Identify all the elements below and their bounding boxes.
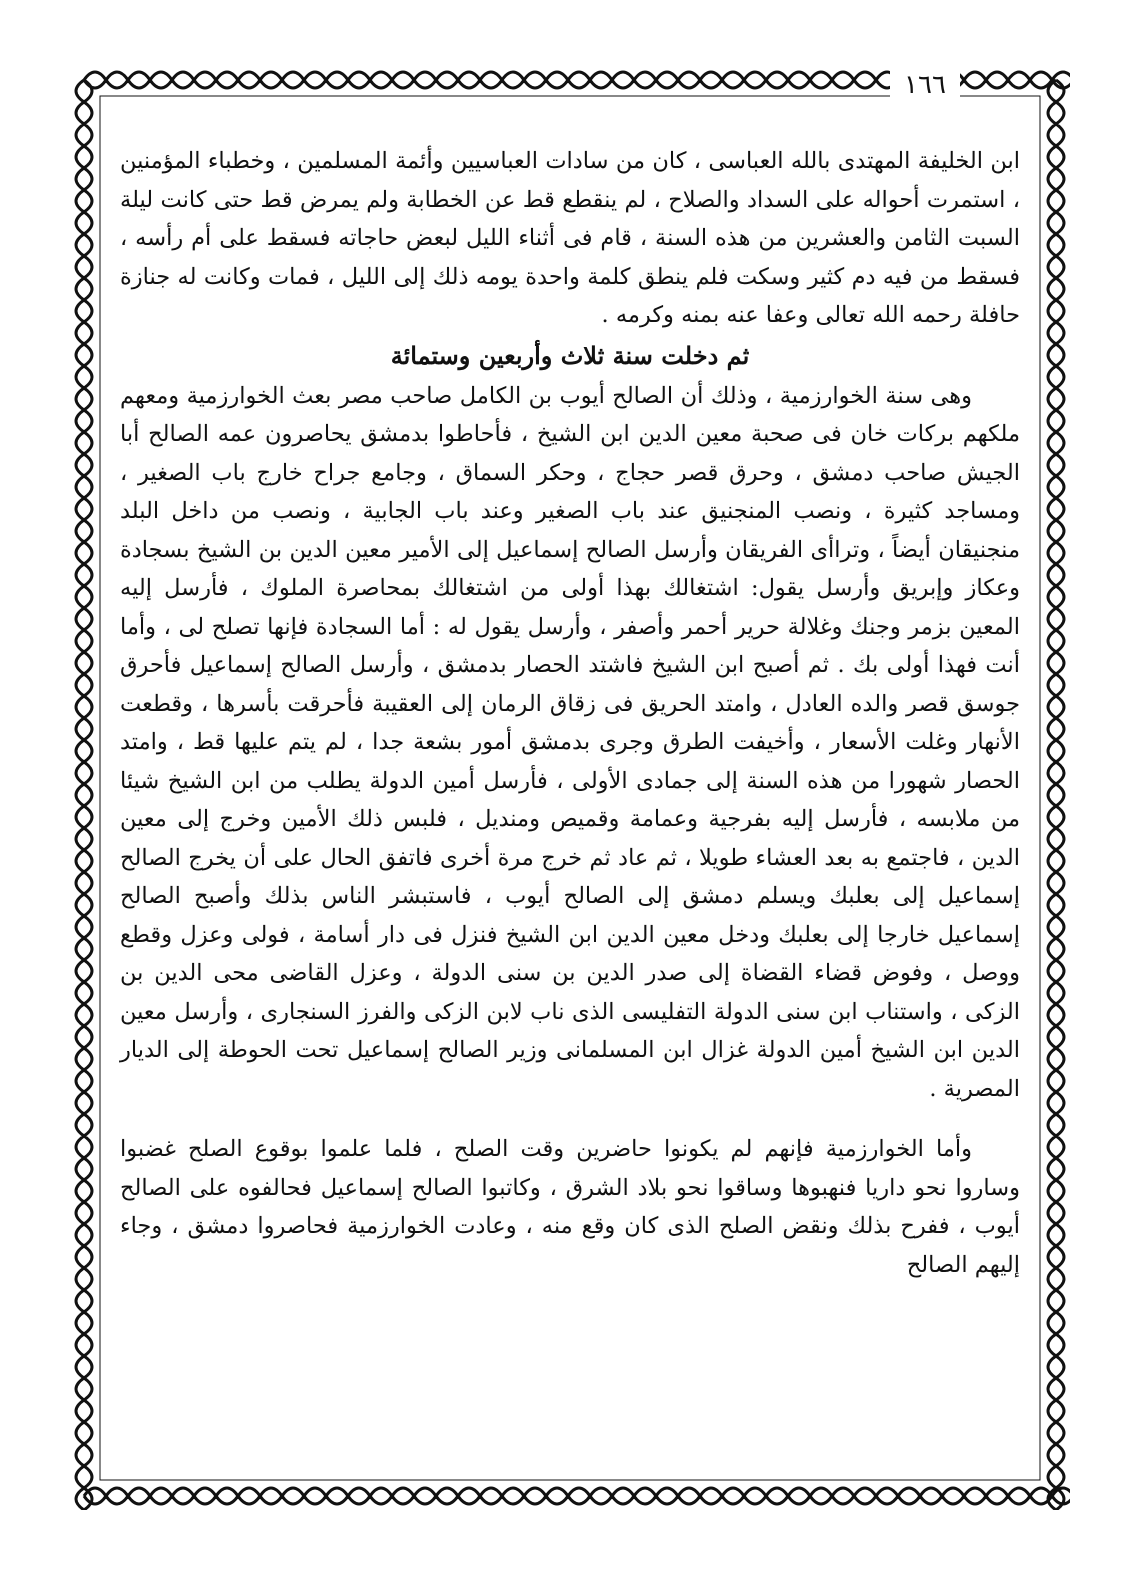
page-number: ١٦٦ (890, 70, 960, 100)
paragraph-obituary: ابن الخليفة المهتدى بالله العباسى ، كان من سادات العباسيين وأئمة المسلمين ، وخطباء المؤمنين ، استمرت أحواله على السداد والصلاح ، لم ينقطع قط عن الخطابة ولم يمرض قط حتى كانت ليلة السبت الثامن والعشرين من هذه السنة ، قام فى أثناء الليل لبعض حاجاته فسقط على أم رأسه ، فسقط من فيه دم كثير وسكت فلم ينطق كلمة واحدة يومه ذلك إلى الليل ، فمات وكانت له جنازة حافلة رحمه الله تعالى وعفا عنه بمنه وكرمه . (120, 148, 1020, 328)
section-heading: ثم دخلت سنة ثلاث وأربعين وستمائة (390, 340, 750, 370)
paragraph-khwarazmiyya: وهى سنة الخوارزمية ، وذلك أن الصالح أيوب بن الكامل صاحب مصر بعث الخوارزمية ومعهم ملكهم بركات خان فى صحبة معين الدين ابن الشيخ ، فأحاطوا بدمشق يحاصرون عمه الصالح أبا الجيش صاحب دمشق ، وحرق قصر حجاج ، وحكر السماق ، وجامع جراح خارج باب الصغير ، ومساجد كثيرة ، ونصب المنجنيق عند باب الصغير وعند باب الجابية ، ونصب من داخل البلد منجنيقان أيضاً ، وتراأى الفريقان وأرسل الصالح إسماعيل إلى الأمير معين الدين بن الشيخ بسجادة وعكاز وإبريق وأرسل يقول: اشتغالك بهذا أولى من اشتغالك بمحاصرة الملوك ، فأرسل إليه المعين بزمر وجنك وغلالة حرير أحمر وأصفر ، وأرسل يقول له : أما السجادة فإنها تصلح لى ، وأما أنت فهذا أولى بك . ثم أصبح ابن الشيخ فاشتد الحصار بدمشق ، وأرسل الصالح إسماعيل فأحرق جوسق قصر والده العادل ، وامتد الحريق فى زقاق الرمان إلى العقيبة فأحرقت بأسرها ، وقطعت الأنهار وغلت الأسعار ، وأخيفت الطرق وجرى بدمشق أمور بشعة جدا ، لم يتم عليها قط ، وامتد الحصار شهورا من هذه السنة إلى جمادى الأولى ، فأرسل أمين الدولة يطلب من ابن الشيخ شيئا من ملابسه ، فأرسل إليه بفرجية وعمامة وقميص ومنديل ، فلبس ذلك الأمين وخرج إلى معين الدين ، فاجتمع به بعد العشاء طويلا ، ثم عاد ثم خرج مرة أخرى فاتفق الحال على أن يخرج الصالح إسماعيل إلى بعلبك ويسلم دمشق إلى الصالح أيوب ، فاستبشر الناس بذلك وأصبح الصالح إسماعيل خارجا إلى بعلبك ودخل معين الدين ابن الشيخ فنزل فى دار أسامة ، فولى وعزل وقطع ووصل ، وفوض قضاء القضاة إلى صدر الدين بن سنى الدولة ، وعزل القاضى محى الدين بن الزكى ، واستناب ابن سنى الدولة التفليسى الذى ناب لابن الزكى والفرز السنجارى ، وأرسل معين الدين ابن الشيخ أمين الدولة غزال ابن المسلمانى وزير الصالح إسماعيل تحت الحوطة إلى الديار المصرية . (120, 382, 1020, 1102)
paragraph-khwarazmiyya-continued: وأما الخوارزمية فإنهم لم يكونوا حاضرين وقت الصلح ، فلما علموا بوقوع الصلح غضبوا وساروا نحو داريا فنهبوها وساقوا نحو بلاد الشرق ، وكاتبوا الصالح إسماعيل فحالفوه على الصالح أيوب ، ففرح بذلك ونقض الصلح الذى كان وقع منه ، وعادت الخوارزمية فحاصروا دمشق ، وجاء إليهم الصالح (120, 1136, 1020, 1278)
page-body (120, 142, 1020, 1284)
